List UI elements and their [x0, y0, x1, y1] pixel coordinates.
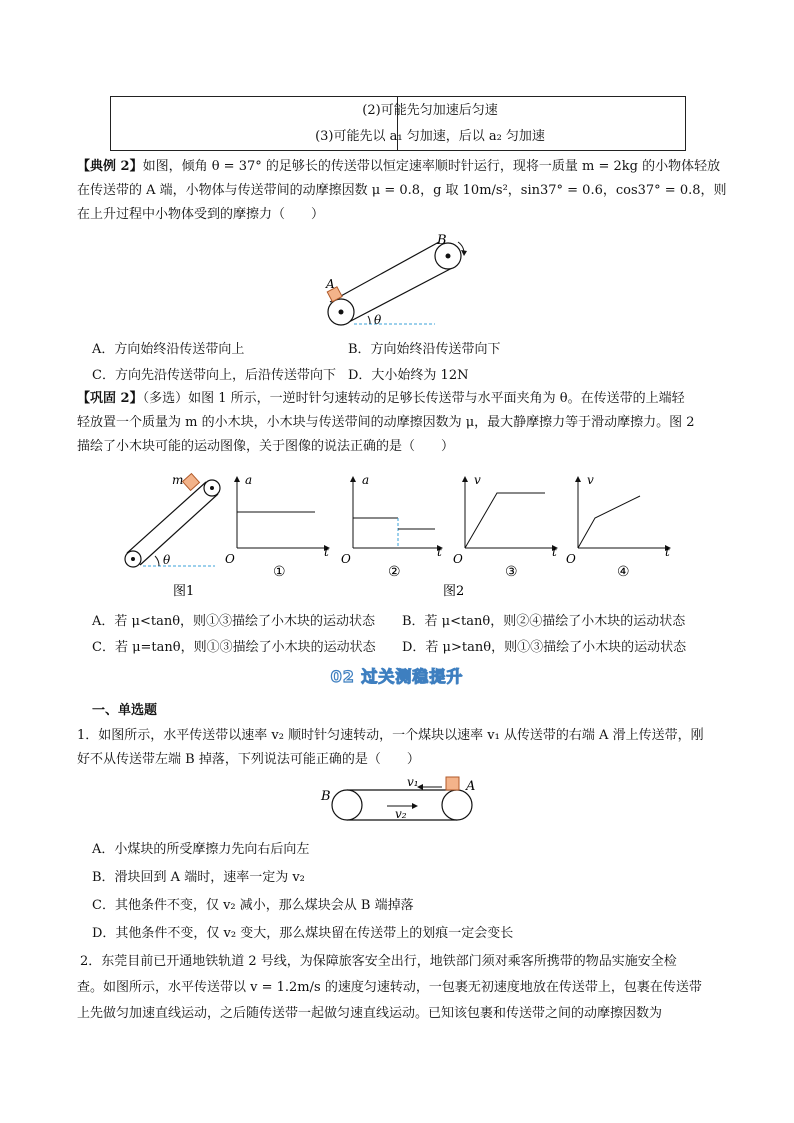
question2-line3: 上先做匀加速直线运动，之后随传送带一起做匀速直线运动。已知该包裹和传送带之间的动摩擦因数为	[77, 1006, 663, 1021]
example2-option-d: D．大小始终为 12N	[348, 368, 469, 383]
graph1-number: ①	[273, 564, 286, 580]
example2-option-a: A．方向始终沿传送带向上	[92, 342, 245, 357]
section-title: 02 过关测稳提升	[330, 667, 464, 686]
figure1-caption: 图1	[173, 584, 195, 599]
table-cell-row3: (3)可能先以 a₁ 匀加速，后以 a₂ 匀加速	[315, 129, 545, 144]
question2-line1: 2．东莞目前已开通地铁轨道 2 号线，为保障旅客安全出行，地铁部门须对乘客所携带的物品实施安全检	[80, 954, 677, 969]
consolidation2-option-a: A．若 μ<tanθ，则①③描绘了小木块的运动状态	[92, 614, 376, 629]
graph2-a-t	[350, 476, 443, 551]
question1-option-d: D．其他条件不变，仅 v₂ 变大，那么煤块留在传送带上的划痕一定会变长	[92, 926, 514, 941]
example2-line1: 【典例 2】如图，倾角 θ = 37° 的足够长的传送带以恒定速率顺时针运行，现将一质量 m = 2kg 的小物体轻放	[77, 159, 721, 174]
consolidation2-tag: 【巩固 2】	[77, 391, 143, 406]
example2-line2: 在传送带的 A 端，小物体与传送带间的动摩擦因数 μ = 0.8，g 取 10m/s²，sin37° = 0.6，cos37° = 0.8，则	[77, 183, 727, 198]
graph2-number: ②	[388, 564, 401, 580]
graph1-a-t	[234, 476, 330, 551]
graph4-axis-t: t	[665, 545, 670, 559]
graph3-axis-v: v	[474, 473, 481, 487]
graph4-v-t	[575, 476, 671, 551]
label-m: m	[172, 473, 184, 487]
label-a-right: A	[466, 779, 476, 794]
figure1-inclined-belt	[125, 474, 220, 567]
graph2-axis-a: a	[362, 473, 370, 487]
graph3-number: ③	[505, 564, 518, 580]
inclined-conveyor-figure	[320, 232, 480, 332]
graph3-origin: O	[453, 552, 463, 566]
consolidation2-line2: 轻放置一个质量为 m 的小木块，小木块与传送带间的动摩擦因数为 μ，最大静摩擦力等于滑动摩擦力。图 2	[77, 415, 695, 430]
graph1-axis-t: t	[324, 545, 329, 559]
consolidation2-option-b: B．若 μ<tanθ，则②④描绘了小木块的运动状态	[402, 614, 686, 629]
label-v2: v₂	[395, 807, 407, 821]
label-b-left: B	[321, 789, 331, 804]
example2-tag: 【典例 2】	[77, 159, 143, 174]
graph4-axis-v: v	[587, 473, 594, 487]
single-choice-heading: 一、单选题	[92, 703, 158, 718]
graph1-axis-a: a	[245, 473, 253, 487]
graph3-v-t	[462, 476, 558, 551]
graph1-origin: O	[225, 552, 235, 566]
conveyor-belt	[328, 242, 467, 325]
question1-line1: 1．如图所示，水平传送带以速率 v₂ 顺时针匀速转动，一个煤块以速率 v₁ 从传送带的右端 A 滑上传送带，刚	[77, 728, 704, 743]
figure2-caption: 图2	[443, 584, 465, 599]
question1-option-a: A．小煤块的所受摩擦力先向右后向左	[92, 842, 310, 857]
question2-line2: 查。如图所示，水平传送带以 v = 1.2m/s 的速度匀速转动，一包裹无初速度地放在传送带上，包裹在传送带	[77, 980, 702, 995]
example2-line3: 在上升过程中小物体受到的摩擦力（ ）	[77, 207, 325, 222]
example2-option-c: C．方向先沿传送带向上，后沿传送带向下	[92, 368, 336, 383]
label-theta-fig1: θ	[163, 553, 171, 567]
label-a: A	[326, 277, 335, 291]
horizontal-conveyor-figure	[315, 776, 485, 832]
consolidation2-option-c: C．若 μ=tanθ，则①③描绘了小木块的运动状态	[92, 640, 376, 655]
motion-graphs-figure	[115, 468, 695, 608]
label-b: B	[437, 233, 447, 248]
coal-block	[446, 777, 459, 790]
example2-option-b: B．方向始终沿传送带向下	[348, 342, 501, 357]
label-v1: v₁	[407, 776, 419, 789]
label-theta: θ	[374, 313, 382, 327]
consolidation2-line1: 【巩固 2】（多选）如图 1 所示，一逆时针匀速转动的足够长传送带与水平面夹角为 θ。在传送带的上端轻	[77, 391, 685, 406]
question1-option-b: B．滑块回到 A 端时，速率一定为 v₂	[92, 870, 305, 885]
consolidation2-option-d: D．若 μ>tanθ，则①③描绘了小木块的运动状态	[402, 640, 687, 655]
graph3-axis-t: t	[552, 545, 557, 559]
question1-line2: 好不从传送带左端 B 掉落，下列说法可能正确的是（ ）	[77, 752, 420, 767]
graph4-number: ④	[617, 564, 630, 580]
graph2-axis-t: t	[437, 545, 442, 559]
graph2-origin: O	[341, 552, 351, 566]
table-cell-row2: (2)可能先匀加速后匀速	[362, 103, 498, 118]
consolidation2-line3: 描绘了小木块可能的运动图像，关于图像的说法正确的是（ ）	[77, 439, 455, 454]
question1-option-c: C．其他条件不变，仅 v₂ 减小，那么煤块会从 B 端掉落	[92, 898, 414, 913]
graph4-origin: O	[566, 552, 576, 566]
